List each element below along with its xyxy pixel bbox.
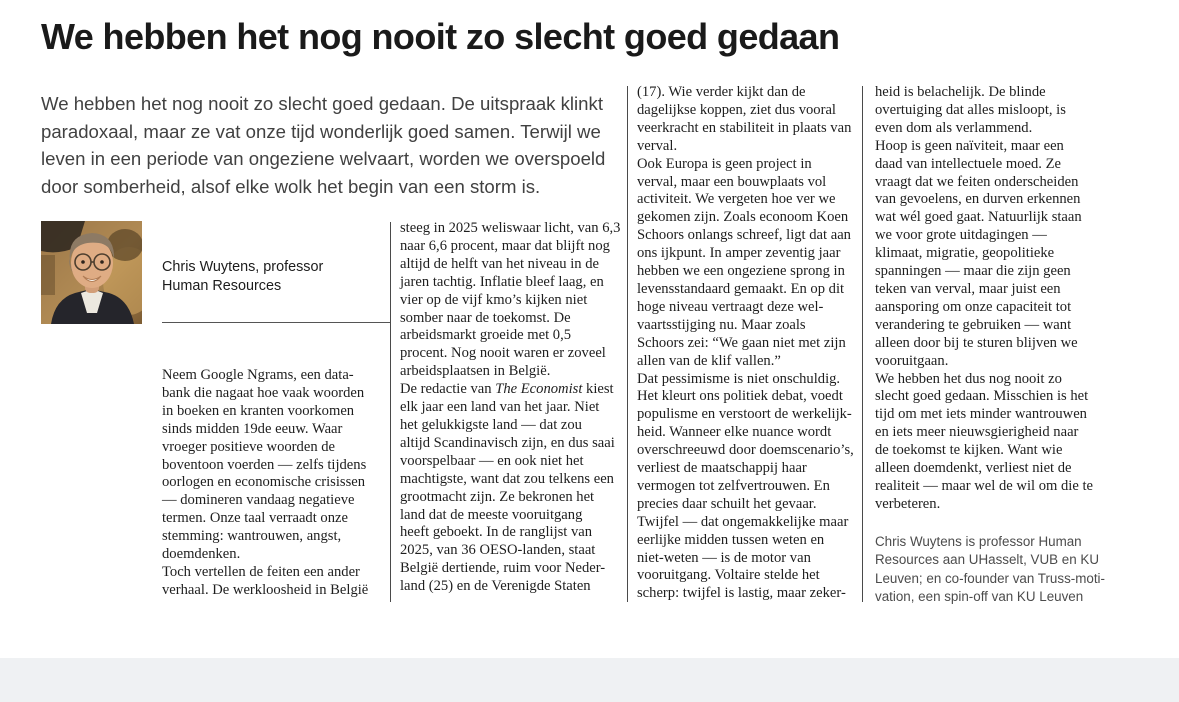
body-column-3: (17). Wie verder kijkt dan de dagelijkse koppen, ziet dus vooral veerkracht en stabiliteit in plaats van verval. Ook Europa is geen project in verval, maar een bouwplaats vol activiteit. We vergeten hoe ver we gekomen zijn. Zoals econoom Koen Schoors onlangs schreef, ligt dat aan ons ijkpunt. In amper zeventig jaar hebben we een ongeziene sprong in levensstandaard gemaakt. En op dit hoge niveau vertraagt deze wel- vaartsstijging nu. Maar zoals Schoors zei: “We gaan niet met zijn allen van de klif vallen.” Dat pessimisme is niet onschuldig. Het kleurt ons politiek debat, voedt populisme en verstoort de werkelijk- heid. Wanneer elke nuance wordt overschreeuwd door doemscenario’s, verliest de maatschappij haar vermogen tot zelfvertrouwen. En precies daar schuilt het gevaar. Twijfel — dat ongemakkelijke maar eerlijke midden tussen weten en niet-weten — is de motor van vooruitgang. Voltaire stelde het scherp: twijfel is lastig, maar zeker- bbox=[637, 84, 854, 602]
author-bio: Chris Wuytens is professor Human Resources aan UHasselt, VUB en KU Leuven; en co-founder van Truss-moti- vation, een spin-off van KU Leuven bbox=[875, 534, 1105, 605]
author-caption: Chris Wuytens, professor Human Resources bbox=[162, 259, 324, 294]
column-divider-1 bbox=[390, 222, 391, 602]
body-column-1: Neem Google Ngrams, een data- bank die nagaat hoe vaak woorden in boeken en kranten voorkomen sinds midden 19de eeuw. Waar vroeger positieve woorden de boventoon voerden — zelfs tijdens oorlogen en economische crisissen — domineren vandaag negatieve termen. Onze taal verraadt onze stemming: wantrouwen, angst, doemdenken. Toch vertellen de feiten een ander verhaal. De werkloosheid in België bbox=[162, 367, 369, 598]
author-photo bbox=[41, 221, 142, 324]
article-headline: We hebben het nog nooit zo slecht goed gedaan bbox=[41, 16, 840, 57]
portrait-illustration bbox=[41, 221, 142, 324]
body-column-2: steeg in 2025 weliswaar licht, van 6,3 naar 6,6 procent, maar dat blijft nog altijd de helft van het niveau in de jaren tachtig. Inflatie bleef laag, en vier op de vijf kmo’s kijken niet somber naar de toekomst. De arbeidsmarkt groeide met 0,5 procent. Nog nooit waren er zoveel arbeidsplaatsen in België. De redactie van The Economist kiest elk jaar een land van het jaar. Niet het gelukkigste land — dat zou altijd Scandinavisch zijn, en dus saai voorspelbaar — en ook niet het machtigste, want dat zou telkens een grootmacht zijn. Ze bekronen het land dat de meeste vooruitgang heeft geboekt. In de ranglijst van 2025, van 36 OESO-landen, staat België dertiende, ruim voor Neder- land (25) en de Verenigde Staten bbox=[400, 220, 621, 595]
column-divider-3 bbox=[862, 86, 863, 602]
caption-divider-rule bbox=[162, 322, 391, 323]
footer-bar bbox=[0, 658, 1179, 702]
article-intro: We hebben het nog nooit zo slecht goed gedaan. De uitspraak klinkt paradoxaal, maar ze vat onze tijd wonderlijk goed samen. Terwijl we leven in een periode van ongeziene welvaart, worden we overspoeld door somberheid, alsof elke wolk het begin van een storm is. bbox=[41, 93, 606, 197]
column-divider-2 bbox=[627, 86, 628, 602]
body-column-4: heid is belachelijk. De blinde overtuiging dat alles misloopt, is even dom als verlammend. Hoop is geen naïviteit, maar een daad van intellectuele moed. Ze vraagt dat we feiten onderscheiden van gevoelens, en durven erkennen wat wél goed gaat. Natuurlijk staan we voor grote uitdagingen — klimaat, migratie, geopolitieke spanningen — maar die zijn geen teken van verval, maar juist een aansporing om onze capaciteit tot verandering te gebruiken — want alleen door bij te sturen blijven we vooruitgaan. We hebben het dus nog nooit zo slecht goed gedaan. Misschien is het tijd om met iets minder wantrouwen en iets meer nieuwsgierigheid naar de toekomst te kijken. Want wie alleen doemdenkt, verliest niet de realiteit — maar wel de wil om die te verbeteren. bbox=[875, 84, 1094, 512]
